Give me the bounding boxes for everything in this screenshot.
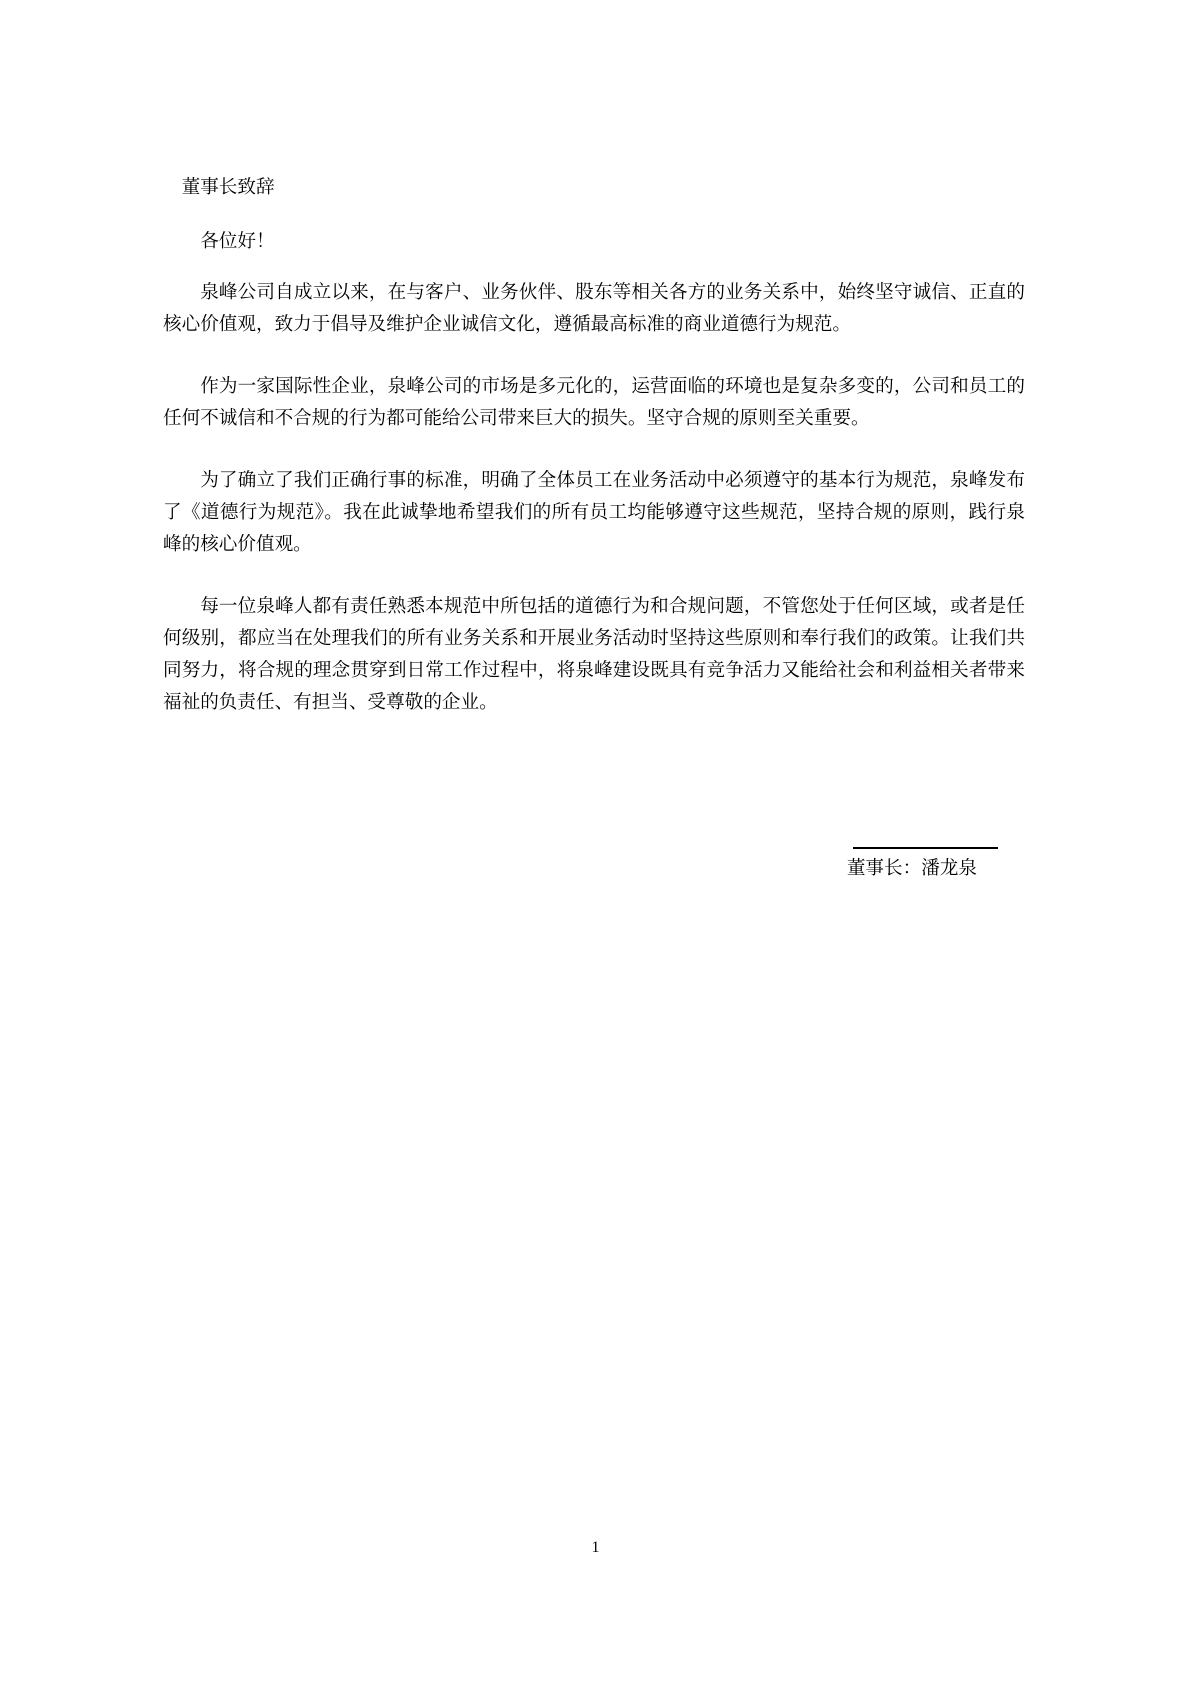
page-number: 1 bbox=[591, 1539, 600, 1556]
body-paragraph: 泉峰公司自成立以来，在与客户、业务伙伴、股东等相关各方的业务关系中，始终坚守诚信、正直的核心价值观，致力于倡导及维护企业诚信文化，遵循最高标准的商业道德行为规范。 bbox=[163, 282, 1025, 335]
body-paragraph: 作为一家国际性企业，泉峰公司的市场是多元化的，运营面临的环境也是复杂多变的，公司和员工的任何不诚信和不合规的行为都可能给公司带来巨大的损失。坚守合规的原则至关重要。 bbox=[163, 376, 1025, 429]
signature-name: 董事长：潘龙泉 bbox=[846, 858, 977, 879]
body-paragraph: 为了确立了我们正确行事的标准，明确了全体员工在业务活动中必须遵守的基本行为规范，泉峰发布了《道德行为规范》。我在此诚挚地希望我们的所有员工均能够遵守这些规范，坚持合规的原则，践行泉峰的核心价值观。 bbox=[163, 470, 1025, 555]
body-paragraph: 每一位泉峰人都有责任熟悉本规范中所包括的道德行为和合规问题，不管您处于任何区域，或者是任何级别，都应当在处理我们的所有业务关系和开展业务活动时坚持这些原则和奉行我们的政策。让我们共同努力，将合规的理念贯穿到日常工作过程中，将泉峰建设既具有竞争活力又能给社会和利益相关者带来福祉的负责任、有担当、受尊敬的企业。 bbox=[163, 596, 1025, 713]
greeting-line: 各位好！ bbox=[200, 231, 275, 252]
document-title: 董事长致辞 bbox=[181, 177, 275, 198]
signature-line bbox=[853, 847, 998, 849]
signature-block bbox=[163, 847, 1025, 885]
document-body bbox=[163, 172, 1025, 885]
